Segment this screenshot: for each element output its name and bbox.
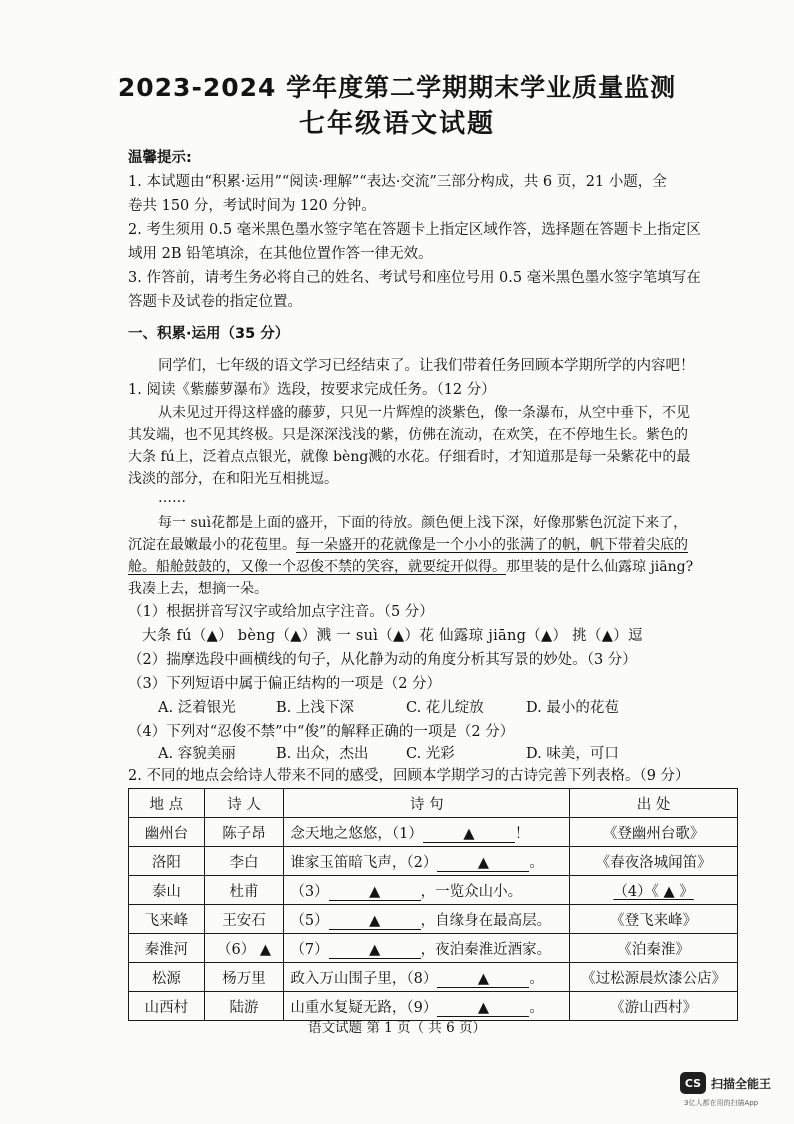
option: A. 容貌美丽 bbox=[158, 746, 236, 762]
page-footer: 语文试题 第 1 页（ 共 6 页） bbox=[308, 1020, 486, 1036]
passage-line: 大条 fú上，泛着点点银光，就像 bèng溅的水花。仔细看时，才知道那是每一朵紫花中的最 bbox=[128, 449, 691, 465]
passage-ellipsis: …… bbox=[158, 490, 186, 506]
cell-verse bbox=[284, 905, 570, 934]
cell-poet: 王安石 bbox=[204, 905, 284, 934]
cell-place: 秦淮河 bbox=[129, 934, 205, 963]
cell-place: 松源 bbox=[129, 963, 205, 992]
cell-place: 飞来峰 bbox=[129, 905, 205, 934]
table-row bbox=[129, 905, 738, 934]
verse-text: 。 bbox=[529, 999, 544, 1016]
verse-text: 。 bbox=[529, 854, 544, 871]
cell-place: 幽州台 bbox=[129, 818, 205, 847]
answer-blank[interactable]: ▲ bbox=[329, 913, 421, 930]
header-place: 地 点 bbox=[129, 789, 205, 818]
passage-line bbox=[128, 534, 688, 554]
answer-blank[interactable]: ▲ bbox=[329, 942, 421, 959]
subquestion-1-items: 大条 fú（▲） bèng（▲）溅 一 suì（▲）花 仙露琼 jiāng（▲） 挑（▲）逗 bbox=[142, 628, 643, 644]
verse-text: ，一览众山小。 bbox=[420, 883, 523, 900]
cell-source: 《泊秦淮》 bbox=[570, 934, 738, 963]
question-2-title: 2. 不同的地点会给诗人带来不同的感受，回顾本学期学习的古诗完善下列表格。（9 分） bbox=[128, 768, 690, 784]
answer-blank[interactable]: ▲ bbox=[329, 884, 421, 901]
table-row bbox=[129, 876, 738, 905]
cell-poet: 陆游 bbox=[204, 992, 284, 1021]
option: D. 味美，可口 bbox=[526, 746, 619, 762]
exam-subtitle: 七年级语文试题 bbox=[298, 109, 495, 139]
poetry-table bbox=[128, 788, 738, 1021]
camscanner-logo-icon: CS bbox=[680, 1072, 706, 1094]
option: B. 上浅下深 bbox=[276, 700, 354, 716]
cell-verse bbox=[284, 847, 570, 876]
verse-text: （5） bbox=[290, 912, 329, 929]
table-row bbox=[129, 847, 738, 876]
section-heading: 一、积累·运用（35 分） bbox=[128, 326, 290, 342]
cell-poet[interactable]: （6） ▲ bbox=[204, 934, 284, 963]
verse-text: 谁家玉笛暗飞声，（2） bbox=[290, 854, 438, 871]
verse-text: ，夜泊秦淮近酒家。 bbox=[420, 941, 552, 958]
cell-poet: 杜甫 bbox=[204, 876, 284, 905]
subquestion-3: （3）下列短语中属于偏正结构的一项是（2 分） bbox=[128, 676, 442, 692]
underlined-sentence: 舱。船舱鼓鼓的，又像一个忍俊不禁的笑容，就要绽开似得。 bbox=[128, 559, 506, 575]
table-header-row bbox=[129, 789, 738, 818]
cell-poet: 杨万里 bbox=[204, 963, 284, 992]
notice-line: 2. 考生须用 0.5 毫米黑色墨水签字笔在答题卡上指定区域作答，选择题在答题卡上指定区 bbox=[128, 222, 701, 238]
verse-text: （7） bbox=[290, 941, 329, 958]
watermark-tagline: 3亿人都在用的扫描App bbox=[684, 1099, 759, 1107]
verse-text: 。 bbox=[529, 970, 544, 987]
verse-text: 山重水复疑无路，（9） bbox=[290, 999, 438, 1016]
cell-poet: 陈子昂 bbox=[204, 818, 284, 847]
passage-line: 我凑上去，想摘一朵。 bbox=[128, 581, 268, 597]
cell-verse bbox=[284, 963, 570, 992]
option: C. 花儿绽放 bbox=[406, 700, 484, 716]
watermark-name: 扫描全能王 bbox=[711, 1076, 772, 1091]
table-row bbox=[129, 963, 738, 992]
answer-blank[interactable]: ▲ bbox=[437, 1000, 529, 1017]
option: A. 泛着银光 bbox=[158, 700, 236, 716]
notice-line: 卷共 150 分，考试时间为 120 分钟。 bbox=[128, 198, 376, 214]
cell-source: 《登幽州台歌》 bbox=[570, 818, 738, 847]
passage-text: 那里装的是什么仙露琼 jiāng? bbox=[506, 559, 694, 575]
answer-blank[interactable]: ▲ bbox=[423, 826, 515, 843]
passage-line: 每一 suì花都是上面的盛开，下面的待放。颜色便上浅下深，好像那紫色沉淀下来了， bbox=[158, 515, 688, 531]
passage-line bbox=[128, 556, 693, 576]
cell-place: 泰山 bbox=[129, 876, 205, 905]
notice-line: 答题卡及试卷的指定位置。 bbox=[128, 294, 302, 310]
verse-text: ！ bbox=[514, 825, 530, 842]
answer-blank[interactable]: ▲ bbox=[437, 971, 529, 988]
cell-place: 洛阳 bbox=[129, 847, 205, 876]
cell-place: 山西村 bbox=[129, 992, 205, 1021]
question-1-title: 1. 阅读《紫藤萝瀑布》选段，按要求完成任务。（12 分） bbox=[128, 382, 496, 398]
passage-line: 其发端，也不见其终极。只是深深浅浅的紫，仿佛在流动，在欢笑，在不停地生长。紫色的 bbox=[128, 427, 688, 443]
verse-text: ，自缘身在最高层。 bbox=[420, 912, 552, 929]
cell-poet: 李白 bbox=[204, 847, 284, 876]
passage-line: 从未见过开得这样盛的藤萝，只见一片辉煌的淡紫色，像一条瀑布，从空中垂下，不见 bbox=[158, 405, 690, 421]
cell-verse bbox=[284, 876, 570, 905]
subquestion-4: （4）下列对“忍俊不禁”中“俊”的解释正确的一项是（2 分） bbox=[128, 724, 515, 740]
option: B. 出众，杰出 bbox=[276, 746, 369, 762]
underlined-sentence: 每一朵盛开的花就像是一个小小的张满了的帆，帆下带着尖底的 bbox=[296, 537, 688, 553]
notice-line: 域用 2B 铅笔填涂，在其他位置作答一律无效。 bbox=[128, 246, 433, 262]
option: D. 最小的花苞 bbox=[526, 700, 619, 716]
verse-text: 念天地之悠悠，（1） bbox=[290, 825, 423, 842]
cell-source: 《登飞来峰》 bbox=[570, 905, 738, 934]
option: C. 光彩 bbox=[406, 746, 455, 762]
header-verse: 诗 句 bbox=[284, 789, 570, 818]
verse-text: 政入万山围子里，（8） bbox=[290, 970, 438, 987]
header-poet: 诗 人 bbox=[204, 789, 284, 818]
table-row bbox=[129, 818, 738, 847]
subquestion-1: （1）根据拼音写汉字或给加点字注音。（5 分） bbox=[128, 604, 434, 620]
subquestion-2: （2）揣摩选段中画横线的句子，从化静为动的角度分析其写景的妙处。（3 分） bbox=[128, 652, 637, 668]
notice-line: 1. 本试题由“积累·运用”“阅读·理解”“表达·交流”三部分构成，共 6 页，21 小题，全 bbox=[128, 174, 667, 190]
cell-verse bbox=[284, 934, 570, 963]
notice-heading: 温馨提示: bbox=[128, 150, 192, 166]
section-intro: 同学们，七年级的语文学习已经结束了。让我们带着任务回顾本学期所学的内容吧！ bbox=[158, 358, 695, 374]
cell-source: 《游山西村》 bbox=[570, 992, 738, 1021]
scanner-watermark bbox=[680, 1072, 771, 1094]
answer-blank[interactable]: ▲ bbox=[437, 855, 529, 872]
exam-title: 2023-2024 学年度第二学期期末学业质量监测 bbox=[117, 73, 677, 102]
cell-source: 《过松源晨炊漆公店》 bbox=[570, 963, 738, 992]
passage-line: 浅淡的部分，在和阳光互相挑逗。 bbox=[128, 471, 338, 487]
passage-text: 沉淀在最嫩最小的花苞里。 bbox=[128, 537, 296, 553]
cell-source[interactable]: （4）《 ▲ 》 bbox=[570, 876, 738, 905]
table-row bbox=[129, 934, 738, 963]
notice-line: 3. 作答前，请考生务必将自己的姓名、考试号和座位号用 0.5 毫米黑色墨水签字笔填写在 bbox=[128, 270, 701, 286]
cell-verse bbox=[284, 818, 570, 847]
header-source: 出 处 bbox=[570, 789, 738, 818]
cell-source: 《春夜洛城闻笛》 bbox=[570, 847, 738, 876]
verse-text: （3） bbox=[290, 883, 329, 900]
